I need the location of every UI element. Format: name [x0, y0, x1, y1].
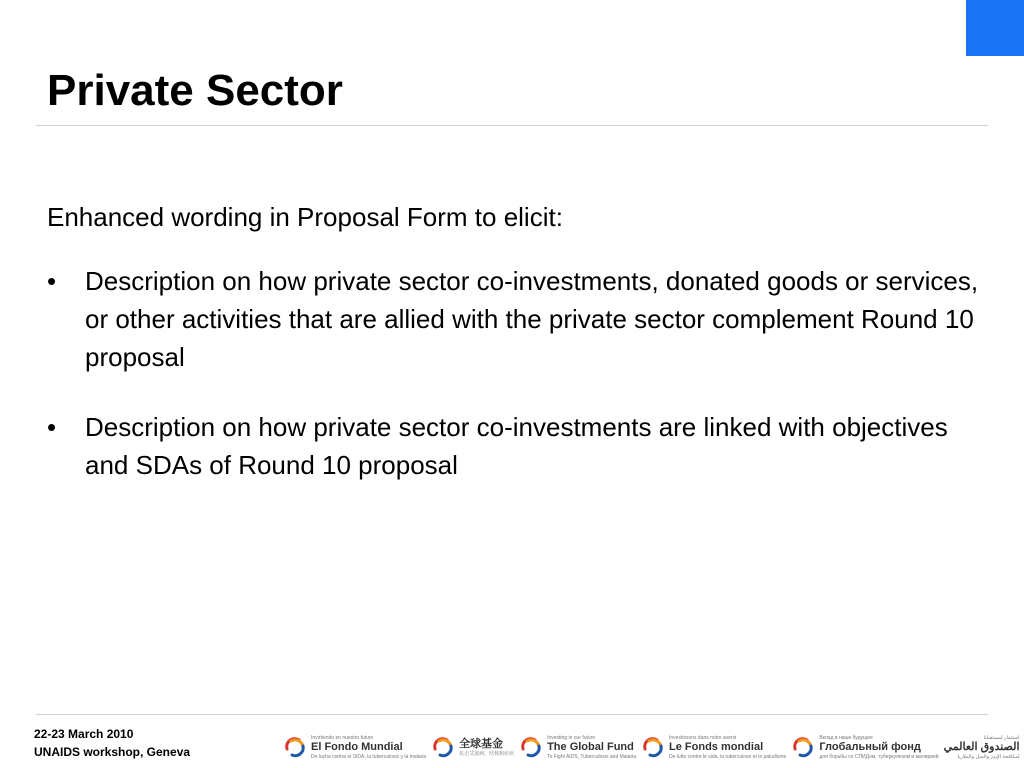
- global-fund-swirl-icon: [641, 735, 665, 759]
- bullet-marker: •: [47, 266, 57, 296]
- global-fund-swirl-icon: [283, 735, 307, 759]
- corner-accent-block: [966, 0, 1024, 56]
- title-divider: [36, 125, 988, 126]
- global-fund-logo-strip: [283, 728, 1020, 766]
- intro-text: Enhanced wording in Proposal Form to elicit:: [47, 202, 563, 232]
- logo-name: Глобальный фонд: [819, 740, 921, 753]
- footer-event: UNAIDS workshop, Geneva: [34, 745, 191, 759]
- logo-tagline: Вклад в наше будущее: [819, 734, 873, 741]
- logo-subtitle: 抗击艾滋病、结核和疟疾: [459, 750, 515, 757]
- global-fund-swirl-icon: [791, 735, 815, 759]
- slide-title: Private Sector: [47, 66, 343, 115]
- logo-arabic: [944, 735, 1024, 760]
- footer-info: [34, 725, 190, 761]
- global-fund-swirl-icon: [431, 735, 455, 759]
- logo-english: [519, 735, 636, 760]
- footer-date: 22-23 March 2010: [34, 727, 134, 741]
- logo-tagline: Investing in our future: [547, 734, 596, 741]
- logo-tagline: استثمار لمستقبلنا: [983, 734, 1020, 741]
- logo-tagline: Investissons dans notre avenir: [669, 734, 737, 741]
- logo-name: الصندوق العالمي: [943, 740, 1020, 753]
- logo-subtitle: To Fight AIDS, Tuberculosis and Malaria: [547, 753, 637, 760]
- logo-name: Le Fonds mondial: [669, 740, 764, 753]
- logo-subtitle: De lutte contre le sida, la tuberculose et le paludisme: [669, 753, 787, 760]
- global-fund-swirl-icon: [519, 735, 543, 759]
- logo-subtitle: для борьбы со СПИДом, туберкулезом и малярией: [819, 753, 939, 760]
- bullet-marker: •: [47, 412, 57, 442]
- logo-subtitle: De lucha contra el SIDA, la tuberculosis y la malaria: [311, 753, 427, 760]
- logo-tagline: Invirtiendo en nuestro futuro: [311, 734, 374, 741]
- logo-name: 全球基金: [459, 737, 504, 750]
- bullet-item: [47, 262, 987, 376]
- bullet-item: [47, 408, 987, 484]
- logo-french: [641, 735, 786, 760]
- logo-subtitle: لمكافحة الإيدز والسل والملاريا: [957, 753, 1020, 760]
- footer-divider: [36, 714, 988, 715]
- bullet-text: Description on how private sector co-investments are linked with objectives and SDAs of Round 10 proposal: [85, 412, 948, 480]
- bullet-list: [47, 262, 987, 516]
- logo-spanish: [283, 735, 426, 760]
- logo-russian: [791, 735, 938, 760]
- logo-name: The Global Fund: [547, 740, 634, 753]
- logo-chinese: [431, 735, 514, 759]
- bullet-text: Description on how private sector co-investments, donated goods or services, or other activities that are allied with the private sector complement Round 10 proposal: [85, 266, 979, 372]
- logo-name: El Fondo Mundial: [311, 740, 403, 753]
